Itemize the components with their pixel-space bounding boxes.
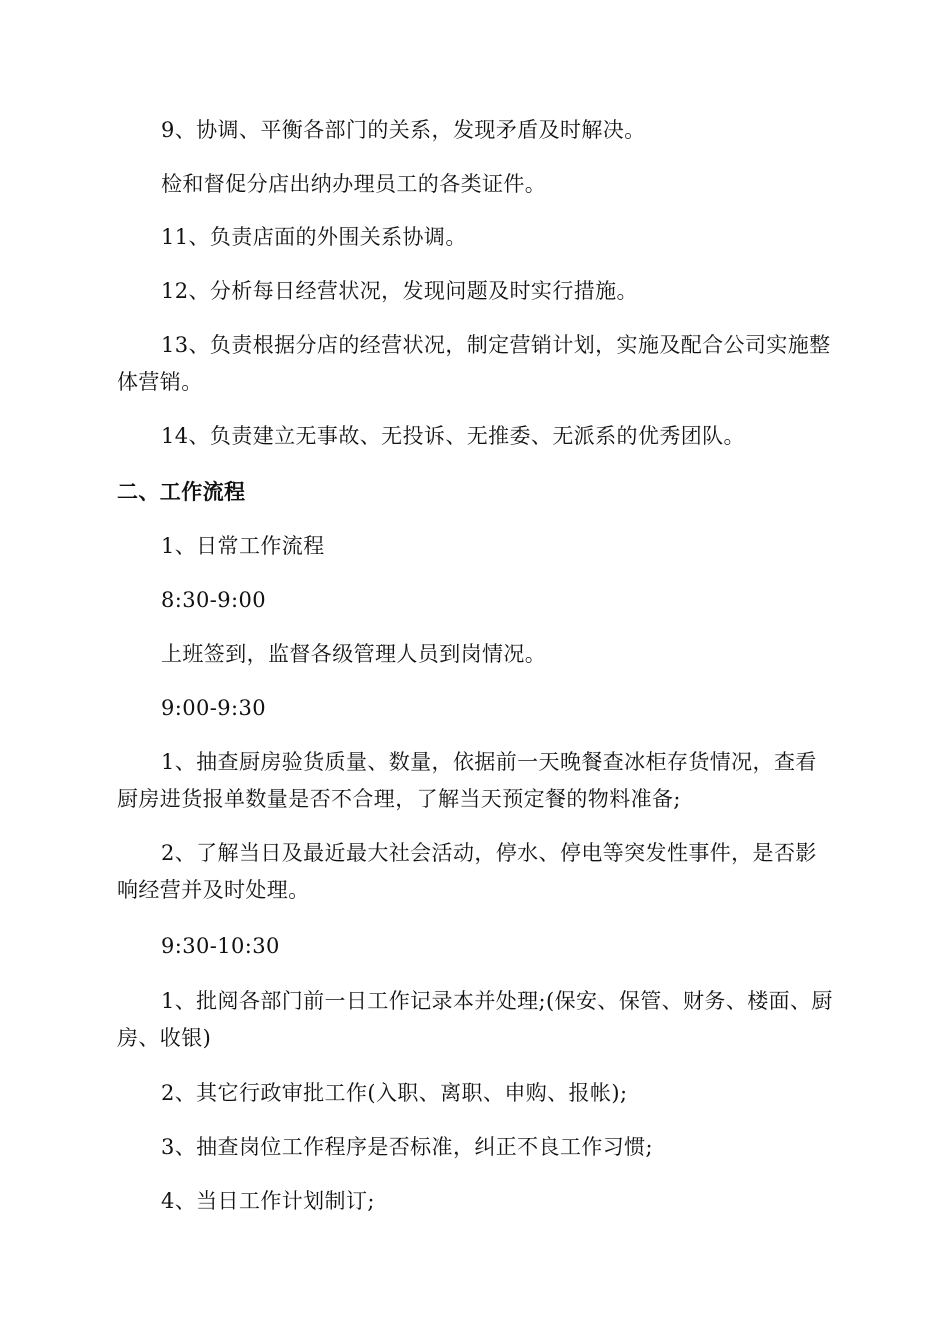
subsection-title: 1、日常工作流程 bbox=[161, 534, 325, 558]
paragraph-item-13: 13、负责根据分店的经营状况，制定营销计划，实施及配合公司实施整体营销。 bbox=[117, 333, 831, 394]
time-slot-3-task-2: 2、其它行政审批工作(入职、离职、申购、报帐); bbox=[161, 1081, 628, 1105]
time-slot-2-task-2: 2、了解当日及最近最大社会活动，停水、停电等突发性事件，是否影响经营并及时处理。 bbox=[117, 841, 817, 902]
time-slot-3-task-4: 4、当日工作计划制订; bbox=[161, 1189, 375, 1213]
paragraph-item-14: 14、负责建立无事故、无投诉、无推委、无派系的优秀团队。 bbox=[161, 424, 745, 448]
paragraph-item-9: 9、协调、平衡各部门的关系，发现矛盾及时解决。 bbox=[161, 118, 646, 142]
time-slot-3-task-1: 1、批阅各部门前一日工作记录本并处理;(保安、保管、财务、楼面、厨房、收银) bbox=[117, 989, 833, 1050]
paragraph-item-12: 12、分析每日经营状况，发现问题及时实行措施。 bbox=[161, 279, 638, 303]
time-slot-2-task-1: 1、抽查厨房验货质量、数量，依据前一天晚餐查冰柜存货情况，查看厨房进货报单数量是否不合理，了解当天预定餐的物料准备; bbox=[117, 750, 817, 811]
time-slot-1: 8:30-9:00 bbox=[161, 588, 267, 612]
time-slot-3-task-3: 3、抽查岗位工作程序是否标准，纠正不良工作习惯; bbox=[161, 1135, 654, 1159]
paragraph-item-10: 检和督促分店出纳办理员工的各类证件。 bbox=[161, 172, 547, 196]
section-heading: 二、工作流程 bbox=[117, 480, 246, 504]
time-slot-3: 9:30-10:30 bbox=[161, 934, 280, 958]
paragraph-item-11: 11、负责店面的外围关系协调。 bbox=[161, 225, 467, 249]
time-slot-1-task: 上班签到，监督各级管理人员到岗情况。 bbox=[161, 642, 547, 666]
time-slot-2: 9:00-9:30 bbox=[161, 696, 267, 720]
